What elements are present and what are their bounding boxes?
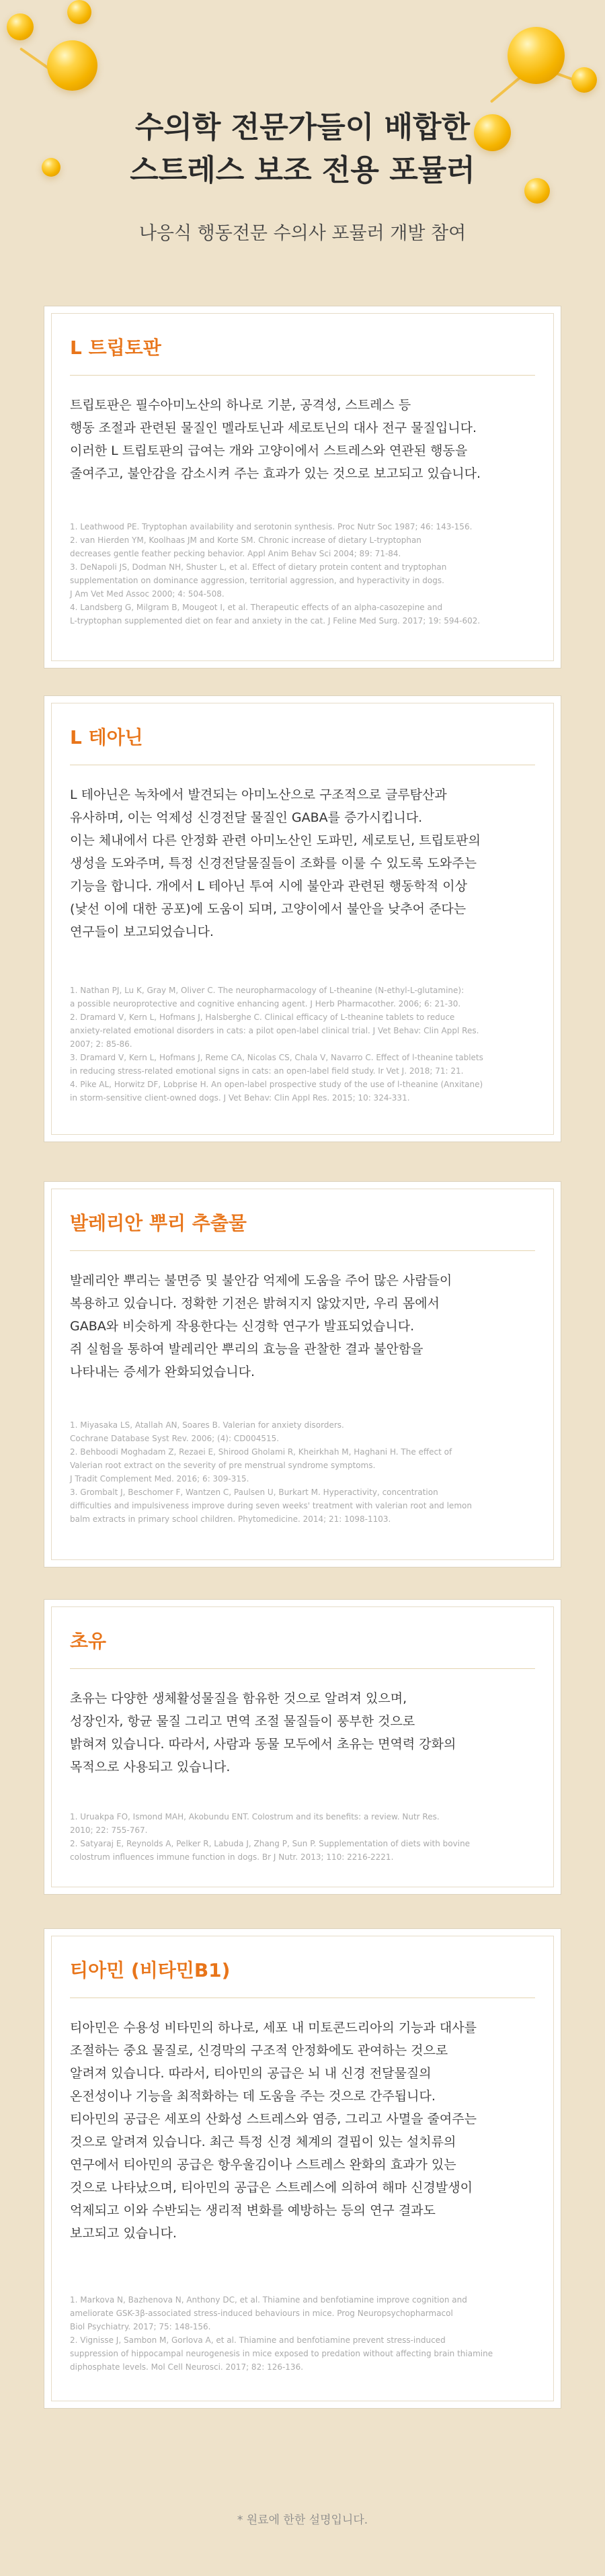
reference-line: diphosphate levels. Mol Cell Neurosci. 2017; 82: 126-136. <box>70 2362 304 2372</box>
reference-line: 2. Satyaraj E, Reynolds A, Pelker R, Labuda J, Zhang P, Sun P. Supplementation of diets with bovine <box>70 1839 471 1848</box>
reference-line: 2. Dramard V, Kern L, Hofmans J, Halsberghe C. Clinical efficacy of L-theanine tablets to reduce <box>70 1013 455 1022</box>
card-title: L 트립토판 <box>70 337 161 359</box>
divider <box>70 1668 535 1669</box>
molecule-bubble <box>7 13 34 40</box>
references <box>70 520 535 628</box>
card-description <box>70 1269 535 1383</box>
description-line: 이는 체내에서 다른 안정화 관련 아미노산인 도파민, 세로토닌, 트립토판의 <box>70 833 481 848</box>
description-line: 쥐 실험을 통하여 발레리안 뿌리의 효능을 관찰한 결과 불안함을 <box>70 1342 424 1357</box>
reference-line: ameliorate GSK-3β-associated stress-induced behaviours in mice. Prog Neuropsychopharmacol <box>70 2309 453 2318</box>
description-line: 생성을 도와주며, 특정 신경전달물질들이 조화를 이룰 수 있도록 도와주는 <box>70 856 477 871</box>
card-description <box>70 2016 535 2245</box>
description-line: 기능을 합니다. 개에서 L 테아닌 투여 시에 불안과 관련된 행동학적 이상 <box>70 879 467 894</box>
description-line: 나타내는 증세가 완화되었습니다. <box>70 1365 255 1379</box>
description-line: GABA와 비슷하게 작용한다는 신경학 연구가 발표되었습니다. <box>70 1319 415 1334</box>
reference-line: J Tradit Complement Med. 2016; 6: 309-315. <box>70 1474 249 1484</box>
description-line: 이러한 L 트립토판의 급여는 개와 고양이에서 스트레스와 연관된 행동을 <box>70 443 468 458</box>
description-line: L 테아닌은 녹차에서 발견되는 아미노산으로 구조적으로 글루탐산과 <box>70 787 447 802</box>
reference-line: balm extracts in primary school children. Phytomedicine. 2014; 21: 1098-1103. <box>70 1514 391 1524</box>
description-line: 성장인자, 항균 물질 그리고 면역 조절 물질들이 풍부한 것으로 <box>70 1714 415 1729</box>
reference-line: colostrum influences immune function in dogs. Br J Nutr. 2013; 110: 2216-2221. <box>70 1852 394 1862</box>
ingredient-card-theanine <box>44 695 561 1142</box>
ingredient-card-thiamine <box>44 1928 561 2409</box>
hero <box>0 0 605 282</box>
references <box>70 2293 535 2374</box>
card-title: 초유 <box>70 1630 107 1652</box>
description-line: 줄여주고, 불안감을 감소시켜 주는 효과가 있는 것으로 보고되고 있습니다. <box>70 466 481 481</box>
reference-line: in storm-sensitive client-owned dogs. J Vet Behav: Clin Appl Res. 2015; 10: 324-331. <box>70 1093 410 1103</box>
reference-line: 1. Nathan PJ, Lu K, Gray M, Oliver C. The neuropharmacology of L-theanine (N-ethyl-L-glutamine): <box>70 986 465 995</box>
description-line: 연구들이 보고되었습니다. <box>70 925 214 939</box>
reference-line: 3. DeNapoli JS, Dodman NH, Shuster L, et al. Effect of dietary protein content and tryptophan <box>70 562 447 572</box>
reference-line: 2007; 2: 85-86. <box>70 1039 132 1049</box>
title-line-1: 수의학 전문가들이 배합한 <box>134 110 471 144</box>
description-line: 조절하는 중요 물질로, 신경막의 구조적 안정화에도 관여하는 것으로 <box>70 2043 448 2058</box>
reference-line: Valerian root extract on the severity of pre menstrual syndrome symptoms. <box>70 1461 376 1470</box>
reference-line: 3. Grombalt J, Beschomer F, Wantzen C, Paulsen U, Burkart M. Hyperactivity, concentration <box>70 1488 438 1497</box>
card-description <box>70 394 535 485</box>
description-line: 밝혀져 있습니다. 따라서, 사람과 동물 모두에서 초유는 면역력 강화의 <box>70 1737 456 1752</box>
reference-line: 2. van Hierden YM, Koolhaas JM and Korte SM. Chronic increase of dietary L-tryptophan <box>70 535 421 545</box>
reference-line: 1. Leathwood PE. Tryptophan availability and serotonin synthesis. Proc Nutr Soc 1987; 46: 143-156. <box>70 522 473 531</box>
reference-line: anxiety-related emotional disorders in cats: a pilot open-label clinical trial. J Vet Behav: Clin Appl Res. <box>70 1026 479 1035</box>
ingredient-card-valerian <box>44 1181 561 1568</box>
reference-line: in reducing stress-related emotional signs in cats: an open-label field study. Ir Vet J. 2018; 71: 21. <box>70 1066 464 1076</box>
card-title: 발레리안 뿌리 추출물 <box>70 1212 247 1234</box>
divider <box>70 375 535 376</box>
description-line: 초유는 다양한 생체활성물질을 함유한 것으로 알려져 있으며, <box>70 1691 407 1706</box>
card-description <box>70 783 535 943</box>
molecule-bubble <box>67 0 91 24</box>
reference-line: L-tryptophan supplemented diet on fear and anxiety in the cat. J Feline Med Surg. 2017; 19: 594-602. <box>70 616 481 626</box>
description-line: 발레리안 뿌리는 불면증 및 불안감 억제에 도움을 주어 많은 사람들이 <box>70 1273 452 1288</box>
reference-line: 4. Landsberg G, Milgram B, Mougeot I, et al. Therapeutic effects of an alpha-casozepine and <box>70 603 443 612</box>
molecule-bubble <box>508 27 565 84</box>
reference-line: Cochrane Database Syst Rev. 2006; (4): CD004515. <box>70 1434 280 1443</box>
description-line: 유사하며, 이는 억제성 신경전달 물질인 GABA를 증가시킵니다. <box>70 810 423 825</box>
reference-line: 1. Miyasaka LS, Atallah AN, Soares B. Valerian for anxiety disorders. <box>70 1420 344 1430</box>
reference-line: decreases gentle feather pecking behavior. Appl Anim Behav Sci 2004; 89: 71-84. <box>70 549 401 558</box>
reference-line: 2. Behboodi Moghadam Z, Rezaei E, Shirood Gholami R, Kheirkhah M, Haghani H. The effect of <box>70 1447 452 1457</box>
page-title <box>0 106 605 192</box>
reference-line: Biol Psychiatry. 2017; 75: 148-156. <box>70 2322 211 2331</box>
card-title: 티아민 (비타민B1) <box>70 1959 231 1981</box>
reference-line: difficulties and impulsiveness improve during seven weeks' treatment with valerian root and lemon <box>70 1501 472 1510</box>
description-line: 온전성이나 기능을 최적화하는 데 도움을 주는 것으로 간주됩니다. <box>70 2089 436 2104</box>
card-description <box>70 1687 535 1778</box>
reference-line: 2. Vignisse J, Sambon M, Gorlova A, et al. Thiamine and benfotiamine prevent stress-induced <box>70 2335 446 2345</box>
description-line: 보고되고 있습니다. <box>70 2226 177 2241</box>
description-line: 억제되고 이와 수반되는 생리적 변화를 예방하는 등의 연구 결과도 <box>70 2203 436 2218</box>
reference-line: 2010; 22: 755-767. <box>70 1826 148 1835</box>
description-line: 행동 조절과 관련된 물질인 멜라토닌과 세로토닌의 대사 전구 물질입니다. <box>70 421 477 435</box>
molecule-bubble <box>571 67 597 93</box>
reference-line: 4. Pike AL, Horwitz DF, Lobprise H. An open-label prospective study of the use of l-theanine (Anxitane) <box>70 1080 483 1089</box>
description-line: 티아민의 공급은 세포의 산화성 스트레스와 염증, 그리고 사멸을 줄여주는 <box>70 2112 477 2127</box>
reference-line: 1. Uruakpa FO, Ismond MAH, Akobundu ENT. Colostrum and its benefits: a review. Nutr Res. <box>70 1812 440 1821</box>
reference-line: a possible neuroprotective and cognitive enhancing agent. J Herb Pharmacother. 2006; 6: 21-30. <box>70 999 461 1008</box>
card-title: L 테아닌 <box>70 726 143 748</box>
description-line: 목적으로 사용되고 있습니다. <box>70 1760 231 1774</box>
title-line-2: 스트레스 보조 전용 포뮬러 <box>130 153 475 187</box>
reference-line: suppression of hippocampal neurogenesis in mice exposed to predation without affecting brain thiamine <box>70 2349 493 2358</box>
divider <box>70 1250 535 1251</box>
footnote: * 원료에 한한 설명입니다. <box>237 2514 368 2527</box>
ingredient-card-colostrum <box>44 1599 561 1895</box>
reference-line: supplementation on dominance aggression, territorial aggression, and hyperactivity in dogs. <box>70 576 444 585</box>
description-line: 것으로 나타났으며, 티아민의 공급은 스트레스에 의하여 해마 신경발생이 <box>70 2180 473 2195</box>
reference-line: J Am Vet Med Assoc 2000; 4: 504-508. <box>70 589 225 599</box>
reference-line: 1. Markova N, Bazhenova N, Anthony DC, et al. Thiamine and benfotiamine improve cognition and <box>70 2295 467 2305</box>
references <box>70 1418 535 1526</box>
description-line: (낯선 이에 대한 공포)에 도움이 되며, 고양이에서 불안을 낮추어 준다는 <box>70 902 467 916</box>
description-line: 것으로 알려져 있습니다. 최근 특정 신경 체계의 결핍이 있는 설치류의 <box>70 2135 456 2149</box>
description-line: 트립토판은 필수아미노산의 하나로 기분, 공격성, 스트레스 등 <box>70 398 411 413</box>
references <box>70 1810 535 1864</box>
page-subtitle: 나응식 행동전문 수의사 포뮬러 개발 참여 <box>138 223 467 244</box>
description-line: 알려져 있습니다. 따라서, 티아민의 공급은 뇌 내 신경 전달물질의 <box>70 2066 432 2081</box>
description-line: 연구에서 티아민의 공급은 항우울김이나 스트레스 완화의 효과가 있는 <box>70 2157 456 2172</box>
references <box>70 984 535 1105</box>
ingredient-card-tryptophan <box>44 306 561 669</box>
reference-line: 3. Dramard V, Kern L, Hofmans J, Reme CA, Nicolas CS, Chala V, Navarro C. Effect of l-theanine tablets <box>70 1053 483 1062</box>
molecule-bubble <box>47 40 97 91</box>
description-line: 티아민은 수용성 비타민의 하나로, 세포 내 미토콘드리아의 기능과 대사를 <box>70 2020 477 2035</box>
description-line: 복용하고 있습니다. 정확한 기전은 밝혀지지 않았지만, 우리 몸에서 <box>70 1296 440 1311</box>
